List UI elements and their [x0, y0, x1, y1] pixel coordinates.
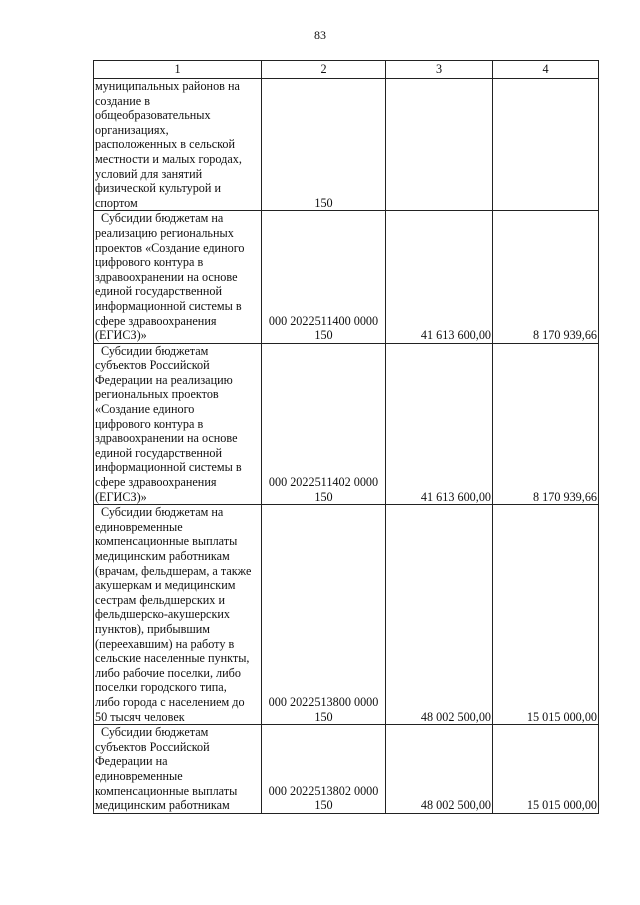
- name-line: единой государственной: [95, 445, 223, 460]
- code-line: 150: [314, 798, 333, 813]
- code-line: 150: [314, 709, 333, 724]
- name-line: Субсидии бюджетам на: [101, 505, 224, 520]
- name-line: региональных проектов: [95, 387, 219, 402]
- name-line: здравоохранении на основе: [95, 269, 238, 284]
- amount-planned-cell: [386, 79, 493, 211]
- name-line: физической культурой и: [95, 181, 221, 196]
- name-line: Субсидии бюджетам: [101, 343, 209, 358]
- row-name-cell: [94, 505, 262, 725]
- name-line: медицинским работникам: [95, 549, 230, 563]
- table-row: [94, 79, 599, 211]
- name-line: акушеркам и медицинским: [95, 578, 236, 593]
- name-line: цифрового контура в: [95, 416, 204, 431]
- code-line: 000 2022513802 0000: [268, 783, 379, 798]
- name-line: цифрового контура в: [95, 255, 204, 270]
- name-line: условий для занятий: [95, 166, 203, 181]
- amount-executed-cell: 8 170 939,66: [493, 343, 599, 505]
- name-line: местности и малых городах,: [95, 151, 242, 166]
- code-line: 150: [314, 489, 333, 504]
- name-line: информационной системы в: [95, 298, 242, 313]
- amount-planned-cell: 41 613 600,00: [386, 343, 493, 505]
- name-line: либо города с населением до: [95, 694, 245, 709]
- name-line: (переехавшим) на работу в: [95, 636, 235, 651]
- name-line: сестрам фельдшерских и: [95, 592, 225, 607]
- name-line: компенсационные выплаты: [95, 783, 238, 798]
- table-row: [94, 211, 599, 343]
- amount-executed-cell: 15 015 000,00: [493, 505, 599, 725]
- amount-planned-cell: 48 002 500,00: [386, 505, 493, 725]
- table-header-row: [94, 61, 599, 79]
- name-line: общеобразовательных: [95, 108, 211, 123]
- name-line: организациях,: [95, 122, 169, 137]
- code-line: 150: [314, 328, 333, 343]
- amount-planned-cell: 48 002 500,00: [386, 725, 493, 814]
- name-line: субъектов Российской: [95, 739, 210, 754]
- column-header: 4: [493, 61, 599, 79]
- name-line: реализацию региональных: [95, 225, 234, 240]
- name-line: фельдшерско-акушерских: [95, 607, 230, 622]
- amount-executed-cell: [493, 79, 599, 211]
- table-row: [94, 343, 599, 505]
- row-name-cell: [94, 343, 262, 505]
- row-name-cell: [94, 211, 262, 343]
- code-line: 000 2022511400 0000: [268, 313, 379, 328]
- page-number: 83: [314, 28, 326, 42]
- name-line: «Создание единого: [95, 402, 195, 417]
- name-line: Федерации на реализацию: [95, 372, 233, 387]
- name-line: единовременные: [95, 519, 183, 534]
- name-line: сфере здравоохранения: [95, 475, 217, 490]
- name-line: компенсационные выплаты: [95, 534, 238, 549]
- name-line: расположенных в сельской: [95, 137, 236, 152]
- name-line: сельские населенные пункты,: [95, 651, 250, 666]
- row-code-cell: [262, 79, 386, 211]
- name-line: (ЕГИСЗ)»: [95, 489, 147, 504]
- row-name-cell: [94, 725, 262, 814]
- name-line: поселки городского типа,: [95, 680, 227, 695]
- name-line: субъектов Российской: [95, 358, 210, 373]
- column-header: 1: [94, 61, 262, 79]
- name-line: информационной системы в: [95, 460, 242, 475]
- name-line: единой государственной: [95, 284, 223, 299]
- row-name-cell: [94, 79, 262, 211]
- name-line: спортом: [95, 195, 138, 210]
- code-line: 150: [314, 195, 333, 210]
- name-line: создание в: [95, 93, 150, 108]
- row-code-cell: [262, 343, 386, 505]
- name-line: Субсидии бюджетам на: [101, 211, 224, 226]
- name-line: здравоохранении на основе: [95, 431, 238, 446]
- name-line: Федерации на: [95, 754, 168, 769]
- amount-executed-cell: 8 170 939,66: [493, 211, 599, 343]
- row-code-cell: [262, 211, 386, 343]
- column-header: 3: [386, 61, 493, 79]
- name-line: (врачам, фельдшерам, а также: [95, 563, 252, 578]
- name-line: (ЕГИСЗ)»: [95, 328, 147, 343]
- amount-executed-cell: 15 015 000,00: [493, 725, 599, 814]
- code-line: 000 2022511402 0000: [268, 475, 379, 490]
- table-row: [94, 725, 599, 814]
- name-line: сфере здравоохранения: [95, 313, 217, 328]
- name-line: либо рабочие поселки, либо: [95, 665, 241, 680]
- name-line: проектов «Создание единого: [95, 240, 245, 255]
- name-line: единовременные: [95, 768, 183, 783]
- name-line: пунктов), прибывшим: [95, 621, 210, 636]
- budget-table: [93, 60, 599, 814]
- name-line: муниципальных районов на: [95, 79, 240, 93]
- name-line: 50 тысяч человек: [95, 709, 185, 724]
- column-header: 2: [262, 61, 386, 79]
- name-line: медицинским работникам: [95, 798, 230, 813]
- row-code-cell: [262, 725, 386, 814]
- code-line: 000 2022513800 0000: [268, 694, 379, 709]
- row-code-cell: [262, 505, 386, 725]
- table-row: [94, 505, 599, 725]
- name-line: Субсидии бюджетам: [101, 725, 209, 740]
- amount-planned-cell: 41 613 600,00: [386, 211, 493, 343]
